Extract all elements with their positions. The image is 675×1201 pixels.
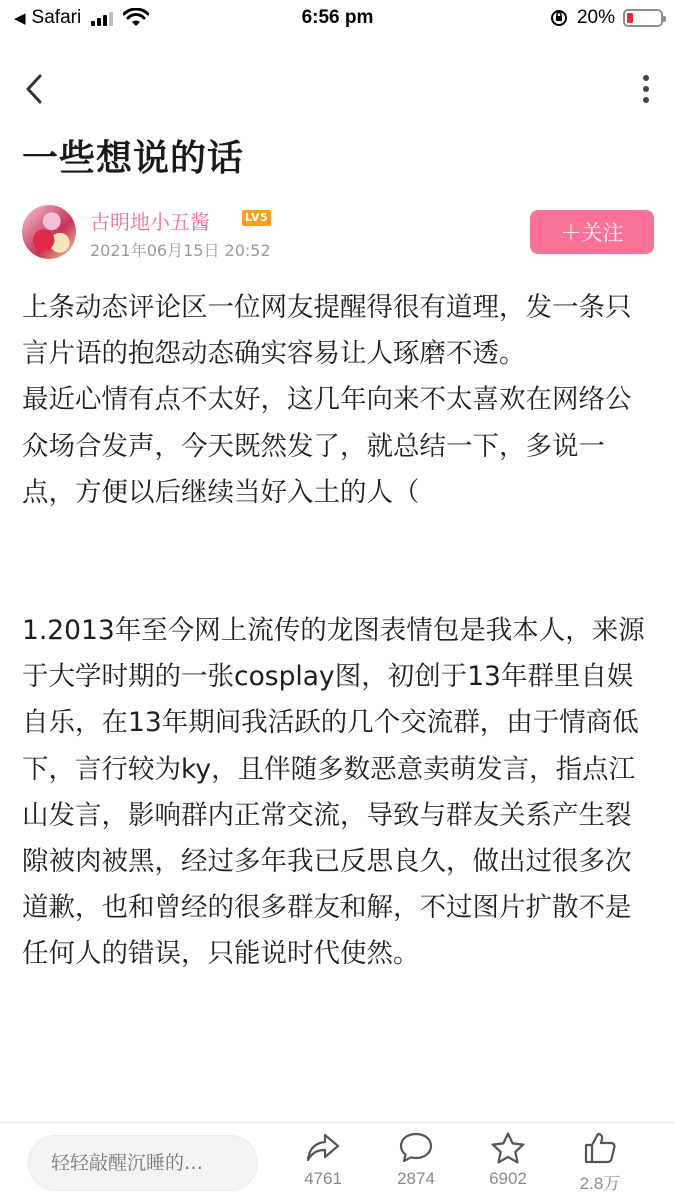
thumbs-up-icon: [582, 1131, 618, 1165]
status-app-back-label[interactable]: Safari: [31, 7, 82, 28]
content-paragraph: 上条动态评论区一位网友提醒得很有道理，发一条只言片语的抱怨动态确实容易让人琢磨不透。: [22, 292, 632, 370]
battery-icon: [623, 9, 663, 27]
content-paragraph: 1.2013年至今网上流传的龙图表情包是我本人，来源于大学时期的一张cosplay图，初创于13年群里自娱自乐，在13年期间我活跃的几个交流群，由于情商低下，言行较为ky，且伴随多数恶意卖萌发言，指点江山发言，影响群内正常交流，导致与群友关系产生裂隙被肉被黑，经过多年我已反思良久，做出过很多次道歉，也和曾经的很多群友和解，不过图片扩散不是任何人的错误，只能说时代使然。: [22, 615, 645, 970]
comment-bubble-icon: [398, 1131, 434, 1165]
author-name[interactable]: 古明地小五酱: [90, 210, 210, 234]
favorite-button[interactable]: [473, 1131, 543, 1189]
like-count: 2.8万: [579, 1174, 621, 1193]
share-button[interactable]: [288, 1131, 358, 1189]
like-button[interactable]: [565, 1131, 635, 1194]
avatar[interactable]: [22, 205, 76, 259]
vertical-dots-icon[interactable]: [641, 74, 651, 104]
star-icon: [490, 1131, 526, 1165]
post-content: [22, 285, 656, 978]
comment-count: 2874: [397, 1169, 435, 1188]
share-count: 4761: [304, 1169, 342, 1188]
follow-button[interactable]: ＋关注: [530, 210, 654, 254]
level-badge: LV5: [242, 210, 271, 226]
bottom-action-bar: [0, 1122, 675, 1201]
battery-percent: 20%: [576, 7, 615, 28]
post-date: 2021年06月15日 20:52: [90, 241, 271, 260]
chevron-left-icon[interactable]: [20, 72, 50, 106]
orientation-lock-icon: [549, 8, 569, 28]
comment-button[interactable]: [381, 1131, 451, 1189]
share-arrow-icon: [305, 1131, 341, 1165]
status-bar: [0, 0, 675, 38]
status-time: 6:56 pm: [301, 7, 374, 28]
status-right: [549, 7, 663, 29]
comment-input[interactable]: [28, 1135, 258, 1191]
post-title: 一些想说的话: [22, 138, 245, 179]
favorite-count: 6902: [489, 1169, 527, 1188]
back-triangle-icon[interactable]: ◀: [14, 10, 26, 27]
content-paragraph-blank: [22, 516, 656, 608]
battery-fill: [627, 13, 633, 23]
content-paragraph: 最近心情有点不太好，这几年向来不太喜欢在网络公众场合发声，今天既然发了，就总结一下，多说一点，方便以后继续当好入土的人（: [22, 384, 632, 508]
